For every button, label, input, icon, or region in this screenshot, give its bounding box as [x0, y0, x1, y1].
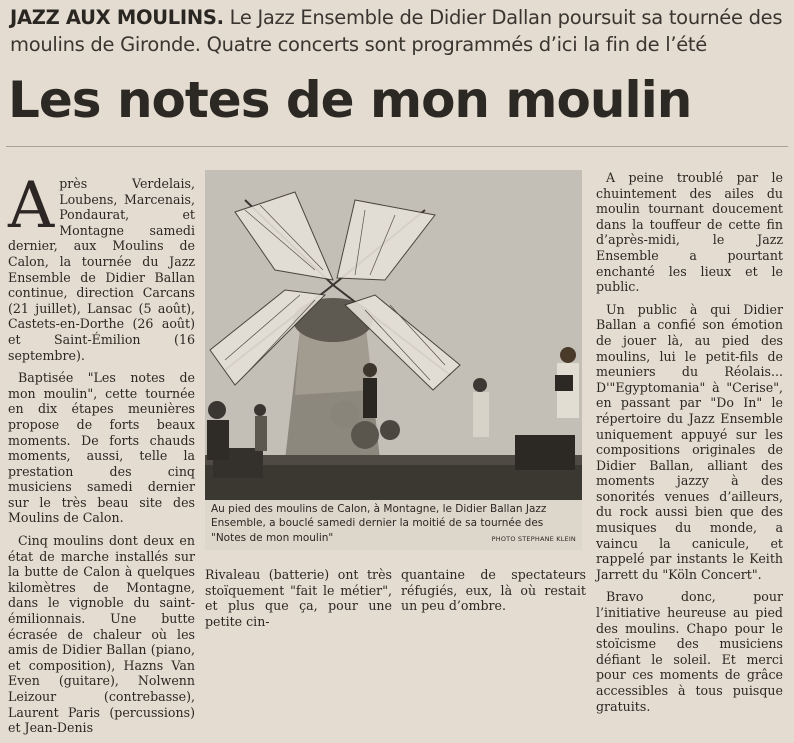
drop-cap: A: [8, 169, 55, 243]
article-column-4: [596, 170, 783, 721]
article-column-2: [205, 567, 392, 636]
article-kicker: [10, 4, 790, 58]
article-column-1: [8, 169, 195, 743]
article-column-3: [401, 567, 586, 621]
paragraph: A peine troublé par le chuintement des ailes du moulin tournant doucement dans la touffeur de cette fin d’après-midi, le Jazz Ensemble a pourtant enchanté les lieux et le public.: [596, 170, 783, 295]
paragraph: Rivaleau (batterie) ont très stoïquement "fait le métier", et plus que ça, pour une petite cin-: [205, 567, 392, 629]
paragraph: Cinq moulins dont deux en état de marche installés sur la butte de Calon à quelques kilomètres de Montagne, dans le vignoble du saint-émilionnais. Une butte écrasée de chaleur où les amis de Didier Ballan (piano, et composition), Hazns Van Even (guitare), Nolwenn Leizour (contrebasse), Laurent Paris (percussions) et Jean-Denis: [8, 533, 195, 736]
concert-photo: [205, 170, 582, 500]
paragraph: [8, 169, 195, 363]
caption-text: Au pied des moulins de Calon, à Montagne, le Didier Ballan Jazz Ensemble, a bouclé samedi dernier la moitié de sa tournée des "Notes de mon moulin": [211, 503, 547, 544]
kicker-text: Le Jazz Ensemble de Didier Dallan poursuit sa tournée des moulins de Gironde. Quatre concerts sont programmés d’ici la fin de l’été: [10, 6, 783, 56]
paragraph: Baptisée "Les notes de mon moulin", cette tournée en dix étapes meunières propose de forts beaux moments. De forts chauds moments, aussi, telle la prestation des cinq musiciens samedi dernier sur le très beau site des Moulins de Calon.: [8, 370, 195, 526]
paragraph: Un public à qui Didier Ballan a confié son émotion de jouer là, au pied des moulins, lui le petit-fils de meuniers du Réolais... D'"Egyptomania" à "Cerise", en passant par "Do In" le répertoire du Jazz Ensemble uniquement appuyé sur les compositions originales de Didier Ballan, alliant des moments jazzy à des sonorités venues d’ailleurs, du rock aussi bien que des musiques du monde, a vaincu la canicule, et rappelé par instants le Keith Jarrett du "Köln Concert".: [596, 301, 783, 582]
kicker-bold: JAZZ AUX MOULINS.: [10, 6, 224, 29]
windmill-photo-illustration: [205, 170, 582, 500]
photo-caption: [205, 500, 582, 550]
article-headline: Les notes de mon moulin: [8, 71, 692, 129]
photo-credit: PHOTO STEPHANE KLEIN: [491, 534, 576, 543]
paragraph: Bravo donc, pour l’initiative heureuse au pied des moulins. Chapo pour le stoïcisme des musiciens défiant le soleil. Et merci pour ces moments de grâce accessibles à tous puisque gratuits.: [596, 589, 783, 714]
paragraph-text: près Verdelais, Loubens, Marcenais, Pondaurat, et Montagne samedi dernier, aux Moulins de Calon, la tournée du Jazz Ensemble de Didier Ballan continue, direction Carcans (21 juillet), Lansac (5 août), Castets-en-Dorthe (26 août) et Saint-Émilion (16 septembre).: [8, 176, 195, 363]
divider: [6, 146, 788, 147]
paragraph: quantaine de spectateurs réfugiés, eux, là où restait un peu d’ombre.: [401, 567, 586, 614]
